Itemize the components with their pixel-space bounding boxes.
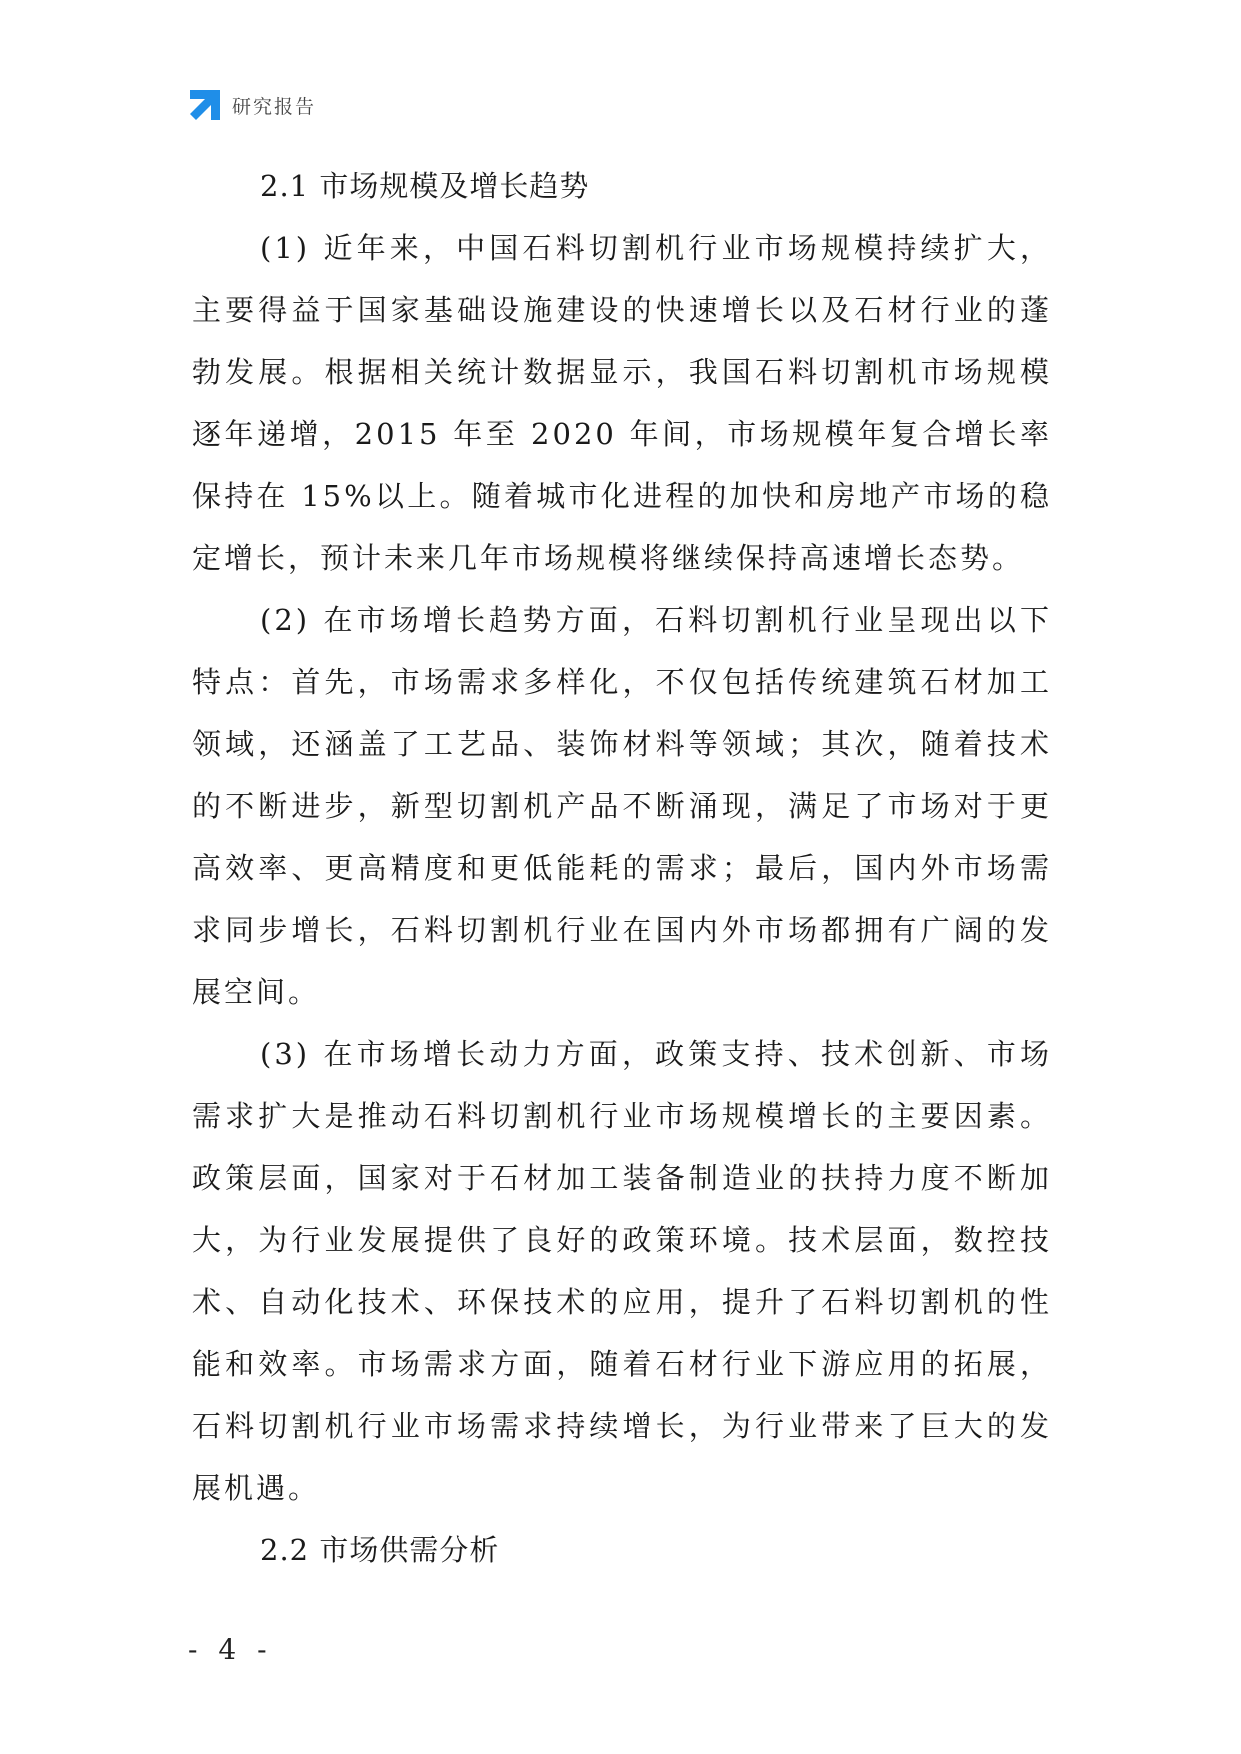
paragraph-1: (1) 近年来，中国石料切割机行业市场规模持续扩大，主要得益于国家基础设施建设的快速增长以及石材行业的蓬勃发展。根据相关统计数据显示，我国石料切割机市场规模逐年递增，2015 年至 2020 年间，市场规模年复合增长率保持在 15%以上。随着城市化进程的加快和房地产市场的稳定增长，预计未来几年市场规模将继续保持高速增长态势。 [192,231,1052,575]
paragraph-2: (2) 在市场增长趋势方面，石料切割机行业呈现出以下特点：首先，市场需求多样化，不仅包括传统建筑石材加工领域，还涵盖了工艺品、装饰材料等领域；其次，随着技术的不断进步，新型切割机产品不断涌现，满足了市场对于更高效率、更高精度和更低能耗的需求；最后，国内外市场需求同步增长，石料切割机行业在国内外市场都拥有广阔的发展空间。 [192,603,1052,1009]
document-body [192,155,1052,1581]
section-heading-2-2: 2.2 市场供需分析 [260,1533,500,1567]
header-title: 研究报告 [232,95,317,118]
paragraph-3: (3) 在市场增长动力方面，政策支持、技术创新、市场需求扩大是推动石料切割机行业市场规模增长的主要因素。政策层面，国家对于石材加工装备制造业的扶持力度不断加大，为行业发展提供了良好的政策环境。技术层面，数控技术、自动化技术、环保技术的应用，提升了石料切割机的性能和效率。市场需求方面，随着石材行业下游应用的拓展，石料切割机行业市场需求持续增长，为行业带来了巨大的发展机遇。 [192,1037,1052,1505]
section-heading-2-1: 2.1 市场规模及增长趋势 [260,169,590,203]
arrow-up-right-icon [188,88,222,122]
page-header [188,88,316,122]
page-number: - 4 - [188,1633,273,1666]
